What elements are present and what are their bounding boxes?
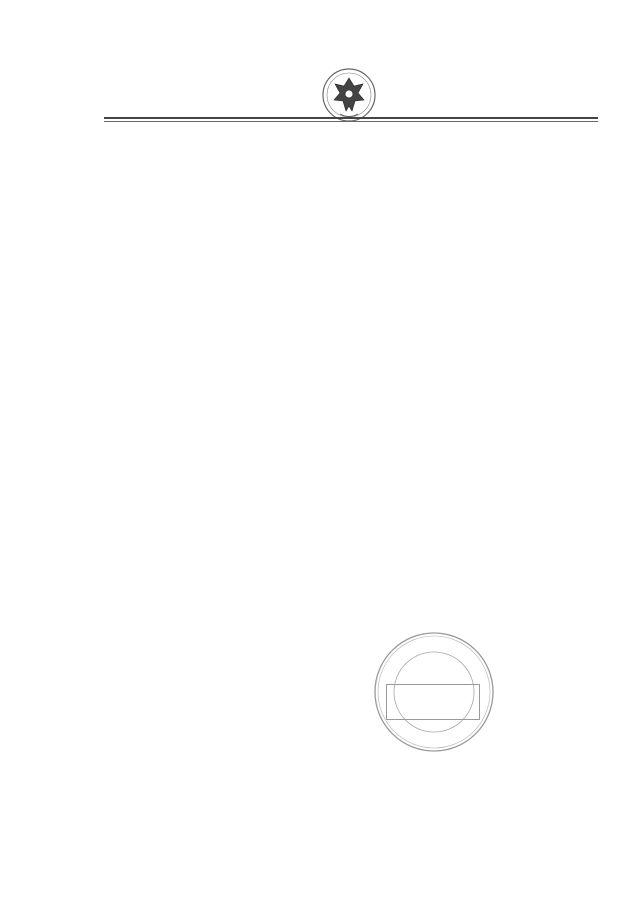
altai-republic-emblem-icon bbox=[318, 66, 380, 124]
header-rule-thin bbox=[104, 121, 598, 122]
header-rule-thick bbox=[104, 117, 598, 119]
stamp-inner-box bbox=[386, 684, 480, 720]
